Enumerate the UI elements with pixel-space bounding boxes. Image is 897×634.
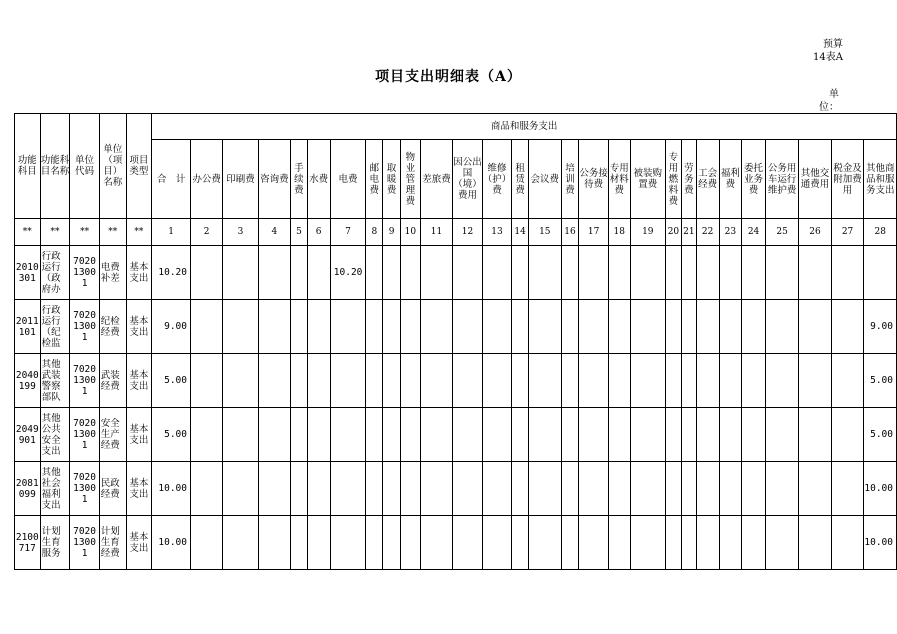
total-cell: 10.20 [152,246,191,300]
value-cell [696,462,719,516]
project-name: 纪检经费 [99,300,126,354]
value-cell [630,354,665,408]
column-number: 19 [630,219,665,246]
column-header: 差旅费 [420,140,452,219]
column-header: 劳务费 [681,140,696,219]
column-number: 25 [765,219,798,246]
column-header: 工会经费 [696,140,719,219]
value-cell [799,408,831,462]
column-header: 税金及附加费用 [831,140,864,219]
value-cell [681,516,696,570]
value-cell [608,516,630,570]
value-cell [190,408,222,462]
column-number: 2 [190,219,222,246]
value-cell [719,246,742,300]
value-cell [291,354,308,408]
column-number: 18 [608,219,630,246]
column-header: 专用材料费 [608,140,630,219]
unit-code: 702013001 [70,516,99,570]
column-header: 合 计 [152,140,191,219]
value-cell [258,300,290,354]
value-cell [765,300,798,354]
electricity-cell [330,516,366,570]
column-header: 办公费 [190,140,222,219]
value-cell [742,354,766,408]
value-cell [608,408,630,462]
marker-cell: ** [70,219,99,246]
value-cell [719,516,742,570]
value-cell [291,246,308,300]
value-cell [630,462,665,516]
value-cell [831,300,864,354]
value-cell [561,462,579,516]
project-name: 电费补差 [99,246,126,300]
value-cell [307,516,330,570]
column-header: 租赁费 [512,140,529,219]
column-header: 单位代码 [70,114,99,219]
value-cell [579,354,609,408]
column-header: 项目类型 [126,114,152,219]
value-cell [366,516,383,570]
column-header: 电费 [330,140,366,219]
value-cell [765,354,798,408]
value-cell [482,300,512,354]
value-cell [681,246,696,300]
function-code: 2011101 [15,300,41,354]
unit-code: 702013001 [70,354,99,408]
value-cell [366,408,383,462]
column-number: 21 [681,219,696,246]
column-header: 培训费 [561,140,579,219]
value-cell [453,408,483,462]
column-number: 14 [512,219,529,246]
value-cell [831,354,864,408]
value-cell [366,246,383,300]
column-header: 物业管理费 [401,140,421,219]
column-number: 8 [366,219,383,246]
total-cell: 10.00 [152,516,191,570]
value-cell [630,516,665,570]
value-cell [561,354,579,408]
column-number: 23 [719,219,742,246]
total-cell: 5.00 [152,354,191,408]
value-cell [529,246,561,300]
value-cell [696,246,719,300]
value-cell [401,354,421,408]
column-number: 9 [383,219,401,246]
value-cell [383,408,401,462]
value-cell [307,462,330,516]
value-cell [742,246,766,300]
value-cell [608,246,630,300]
other-expense-cell: 5.00 [864,354,897,408]
value-cell [258,246,290,300]
value-cell [366,462,383,516]
column-header: 委托业务费 [742,140,766,219]
value-cell [579,462,609,516]
project-type: 基本支出 [126,300,152,354]
column-header: 因公出国（境）费用 [453,140,483,219]
value-cell [529,408,561,462]
column-header: 公务用车运行维护费 [765,140,798,219]
value-cell [420,246,452,300]
column-header: 功能科目 [15,114,41,219]
value-cell [453,300,483,354]
value-cell [561,300,579,354]
expense-table [14,113,897,570]
value-cell [512,300,529,354]
column-number: 10 [401,219,421,246]
value-cell [401,516,421,570]
value-cell [291,516,308,570]
unit-label: 单 位： [819,89,839,113]
value-cell [258,462,290,516]
value-cell [223,408,258,462]
marker-cell: ** [40,219,70,246]
total-cell: 9.00 [152,300,191,354]
column-number: 1 [152,219,191,246]
column-header: 单位（项目）名称 [99,114,126,219]
value-cell [799,516,831,570]
value-cell [765,246,798,300]
value-cell [190,246,222,300]
column-header: 其他商品和服务支出 [864,140,897,219]
value-cell [291,462,308,516]
value-cell [579,246,609,300]
value-cell [482,246,512,300]
value-cell [831,408,864,462]
value-cell [453,462,483,516]
column-number: 15 [529,219,561,246]
function-code: 2081099 [15,462,41,516]
value-cell [665,462,681,516]
value-cell [420,300,452,354]
unit-code: 702013001 [70,408,99,462]
value-cell [630,300,665,354]
project-name: 武装经费 [99,354,126,408]
other-expense-cell: 10.00 [864,462,897,516]
value-cell [681,408,696,462]
value-cell [420,462,452,516]
project-name: 安全生产经费 [99,408,126,462]
value-cell [307,408,330,462]
value-cell [223,462,258,516]
value-cell [742,516,766,570]
value-cell [561,246,579,300]
value-cell [765,516,798,570]
column-number: 7 [330,219,366,246]
other-expense-cell: 5.00 [864,408,897,462]
value-cell [608,300,630,354]
value-cell [401,246,421,300]
value-cell [681,354,696,408]
function-name: 行政运行（纪检监 [40,300,70,354]
project-type: 基本支出 [126,516,152,570]
value-cell [799,354,831,408]
value-cell [258,516,290,570]
value-cell [665,354,681,408]
value-cell [223,300,258,354]
value-cell [799,462,831,516]
column-number: 26 [799,219,831,246]
value-cell [665,300,681,354]
value-cell [665,516,681,570]
column-header: 印刷费 [223,140,258,219]
value-cell [307,300,330,354]
value-cell [420,354,452,408]
value-cell [719,408,742,462]
value-cell [799,246,831,300]
value-cell [799,300,831,354]
value-cell [742,408,766,462]
value-cell [512,246,529,300]
unit-code: 702013001 [70,462,99,516]
function-code: 2010301 [15,246,41,300]
column-number: 28 [864,219,897,246]
column-number: 17 [579,219,609,246]
value-cell [665,408,681,462]
value-cell [383,246,401,300]
other-expense-cell [864,246,897,300]
form-number: 预算 14表A [813,39,843,63]
electricity-cell: 10.20 [330,246,366,300]
value-cell [681,300,696,354]
marker-cell: ** [99,219,126,246]
value-cell [482,516,512,570]
table-row [15,246,897,300]
column-number: 16 [561,219,579,246]
value-cell [831,246,864,300]
value-cell [681,462,696,516]
value-cell [401,408,421,462]
column-header: 邮电费 [366,140,383,219]
project-type: 基本支出 [126,246,152,300]
value-cell [383,300,401,354]
column-header: 会议费 [529,140,561,219]
value-cell [579,300,609,354]
value-cell [665,246,681,300]
table-row [15,516,897,570]
value-cell [401,462,421,516]
function-name: 计划生育服务 [40,516,70,570]
total-cell: 5.00 [152,408,191,462]
value-cell [608,462,630,516]
value-cell [190,516,222,570]
function-name: 其他公共安全支出 [40,408,70,462]
project-type: 基本支出 [126,354,152,408]
value-cell [190,354,222,408]
page-title: 项目支出明细表（A） [375,69,522,85]
value-cell [223,516,258,570]
value-cell [258,408,290,462]
value-cell [831,462,864,516]
column-number: 20 [665,219,681,246]
value-cell [765,462,798,516]
column-header: 取暖费 [383,140,401,219]
value-cell [307,246,330,300]
electricity-cell [330,354,366,408]
value-cell [529,354,561,408]
value-cell [366,354,383,408]
column-number: 24 [742,219,766,246]
value-cell [529,300,561,354]
unit-code: 702013001 [70,300,99,354]
table-row [15,300,897,354]
value-cell [561,408,579,462]
value-cell [223,354,258,408]
value-cell [401,300,421,354]
group-header: 商品和服务支出 [152,114,897,140]
column-number: 6 [307,219,330,246]
value-cell [383,516,401,570]
value-cell [696,354,719,408]
value-cell [291,408,308,462]
column-header: 被装购置费 [630,140,665,219]
column-header: 功能科目名称 [40,114,70,219]
value-cell [765,408,798,462]
value-cell [630,408,665,462]
other-expense-cell: 10.00 [864,516,897,570]
value-cell [696,408,719,462]
value-cell [453,354,483,408]
function-name: 其他社会福利支出 [40,462,70,516]
project-type: 基本支出 [126,462,152,516]
value-cell [579,516,609,570]
value-cell [696,516,719,570]
value-cell [512,462,529,516]
value-cell [482,462,512,516]
value-cell [482,408,512,462]
value-cell [608,354,630,408]
table-row [15,408,897,462]
column-header: 专用燃料费 [665,140,681,219]
column-number: 3 [223,219,258,246]
value-cell [190,300,222,354]
column-number: 11 [420,219,452,246]
function-code: 2100717 [15,516,41,570]
marker-cell: ** [126,219,152,246]
electricity-cell [330,462,366,516]
value-cell [512,354,529,408]
column-header: 水费 [307,140,330,219]
column-header: 维修（护）费 [482,140,512,219]
project-name: 民政经费 [99,462,126,516]
value-cell [696,300,719,354]
value-cell [383,462,401,516]
value-cell [742,462,766,516]
value-cell [307,354,330,408]
column-number: 13 [482,219,512,246]
value-cell [529,516,561,570]
value-cell [512,516,529,570]
value-cell [719,462,742,516]
table-row [15,462,897,516]
value-cell [420,408,452,462]
function-name: 行政运行（政府办 [40,246,70,300]
value-cell [719,300,742,354]
electricity-cell [330,408,366,462]
electricity-cell [330,300,366,354]
unit-code: 702013001 [70,246,99,300]
project-type: 基本支出 [126,408,152,462]
value-cell [453,516,483,570]
function-name: 其他武装警察部队 [40,354,70,408]
column-number: 12 [453,219,483,246]
project-name: 计划生育经费 [99,516,126,570]
column-number: 22 [696,219,719,246]
value-cell [453,246,483,300]
value-cell [529,462,561,516]
table-row [15,354,897,408]
value-cell [742,300,766,354]
value-cell [579,408,609,462]
value-cell [630,246,665,300]
function-code: 2049901 [15,408,41,462]
value-cell [420,516,452,570]
column-number: 27 [831,219,864,246]
value-cell [383,354,401,408]
value-cell [366,300,383,354]
value-cell [223,246,258,300]
value-cell [512,408,529,462]
column-header: 咨询费 [258,140,290,219]
column-header: 公务接待费 [579,140,609,219]
marker-cell: ** [15,219,41,246]
column-header: 手续费 [291,140,308,219]
column-header: 其他交通费用 [799,140,831,219]
total-cell: 10.00 [152,462,191,516]
value-cell [190,462,222,516]
function-code: 2040199 [15,354,41,408]
value-cell [831,516,864,570]
value-cell [482,354,512,408]
column-number: 4 [258,219,290,246]
other-expense-cell: 9.00 [864,300,897,354]
value-cell [258,354,290,408]
column-number: 5 [291,219,308,246]
value-cell [719,354,742,408]
value-cell [291,300,308,354]
column-header: 福利费 [719,140,742,219]
value-cell [561,516,579,570]
